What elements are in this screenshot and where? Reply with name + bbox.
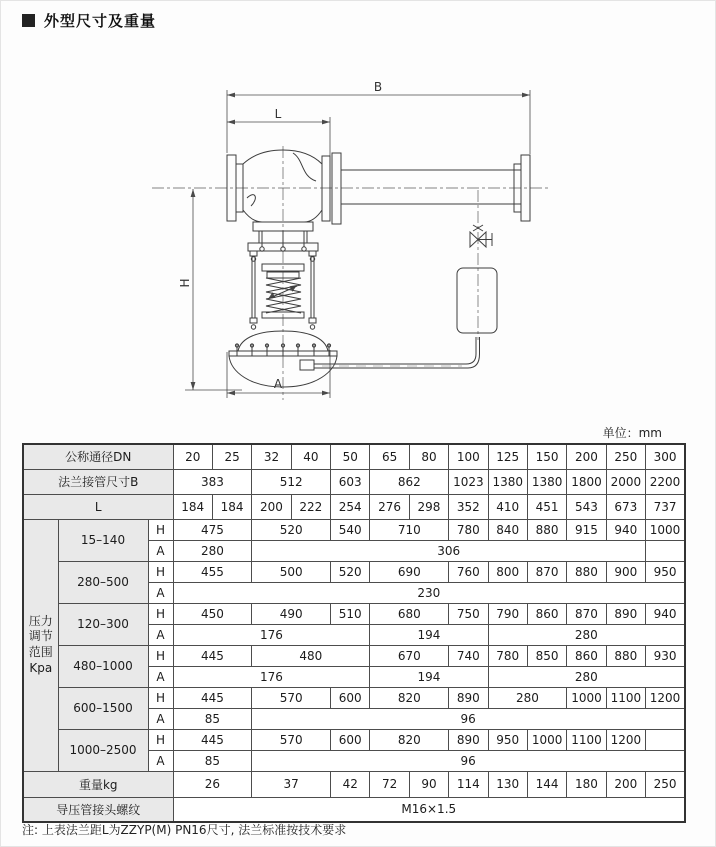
value-cell: 520 <box>331 561 370 582</box>
value-cell: 880 <box>567 561 606 582</box>
value-cell: 42 <box>331 771 370 797</box>
value-cell: 930 <box>646 645 685 666</box>
value-cell: 180 <box>567 771 606 797</box>
value-cell: 760 <box>449 561 488 582</box>
table-row <box>23 797 685 822</box>
value-cell: 455 <box>173 561 252 582</box>
value-cell: 230 <box>173 582 685 603</box>
value-cell: 200 <box>252 494 291 519</box>
value-cell: 2200 <box>646 469 685 494</box>
condensation-pot-icon <box>457 268 497 333</box>
value-cell: 1200 <box>646 687 685 708</box>
value-cell: 1000 <box>527 729 566 750</box>
subrow-label-a: A <box>148 750 173 771</box>
dim-l-label: L <box>274 107 282 121</box>
value-cell: 570 <box>252 687 331 708</box>
value-cell: 475 <box>173 519 252 540</box>
value-cell: 451 <box>527 494 566 519</box>
pressure-range-label: 600–1500 <box>58 687 148 729</box>
value-cell: 800 <box>488 561 527 582</box>
value-cell: 890 <box>449 729 488 750</box>
value-cell: 862 <box>370 469 449 494</box>
dimensions-table <box>22 443 686 823</box>
value-cell: 780 <box>449 519 488 540</box>
table-row <box>23 561 685 582</box>
value-cell: 200 <box>606 771 645 797</box>
table-row <box>23 645 685 666</box>
row-label: 重量kg <box>23 771 173 797</box>
value-cell: 80 <box>409 444 448 469</box>
value-cell: 50 <box>331 444 370 469</box>
value-cell <box>646 540 685 561</box>
value-cell: 600 <box>331 687 370 708</box>
value-cell: 870 <box>567 603 606 624</box>
value-cell: 900 <box>606 561 645 582</box>
value-cell: 603 <box>331 469 370 494</box>
subrow-label-a: A <box>148 708 173 729</box>
row-label: 公称通径DN <box>23 444 173 469</box>
value-cell: 37 <box>252 771 331 797</box>
unit-note: 单位：mm <box>602 426 662 440</box>
value-cell: 184 <box>212 494 251 519</box>
value-cell: 540 <box>331 519 370 540</box>
value-cell: 254 <box>331 494 370 519</box>
value-cell: 780 <box>488 645 527 666</box>
subrow-label-a: A <box>148 540 173 561</box>
value-cell: 600 <box>331 729 370 750</box>
value-cell: 383 <box>173 469 252 494</box>
footnote: 注: 上表法兰距L为ZZYP(M) PN16尺寸, 法兰标准按技术要求 <box>22 823 347 837</box>
value-cell: 520 <box>252 519 331 540</box>
value-cell: 194 <box>370 624 488 645</box>
value-cell: 490 <box>252 603 331 624</box>
value-cell: 276 <box>370 494 409 519</box>
subrow-label-h: H <box>148 561 173 582</box>
value-cell: 915 <box>567 519 606 540</box>
value-cell: 410 <box>488 494 527 519</box>
dimensions-table-body <box>23 444 685 822</box>
value-cell: 890 <box>606 603 645 624</box>
value-cell: 222 <box>291 494 330 519</box>
value-cell: 114 <box>449 771 488 797</box>
value-cell: 32 <box>252 444 291 469</box>
value-cell: 860 <box>527 603 566 624</box>
value-cell: 450 <box>173 603 252 624</box>
value-cell: 690 <box>370 561 449 582</box>
value-cell: 445 <box>173 729 252 750</box>
value-cell: 1380 <box>527 469 566 494</box>
value-cell: 737 <box>646 494 685 519</box>
value-cell: 570 <box>252 729 331 750</box>
value-cell: 85 <box>173 750 252 771</box>
value-cell: 65 <box>370 444 409 469</box>
pressure-range-label: 1000–2500 <box>58 729 148 771</box>
dim-b-label: B <box>373 80 383 94</box>
needle-valve-icon <box>470 225 492 247</box>
pressure-range-axis-label <box>23 519 58 771</box>
row-label: L <box>23 494 173 519</box>
value-cell: 306 <box>252 540 646 561</box>
pressure-range-label: 15–140 <box>58 519 148 561</box>
value-cell: 445 <box>173 645 252 666</box>
value-cell: 1023 <box>449 469 488 494</box>
value-cell: 510 <box>331 603 370 624</box>
table-row <box>23 469 685 494</box>
value-cell: 870 <box>527 561 566 582</box>
value-cell: 750 <box>449 603 488 624</box>
value-cell: 72 <box>370 771 409 797</box>
table-row <box>23 687 685 708</box>
diaphragm-bolts <box>235 344 330 356</box>
value-cell: 940 <box>646 603 685 624</box>
value-cell: 1200 <box>606 729 645 750</box>
value-cell: 880 <box>527 519 566 540</box>
dim-h-label: H <box>178 278 192 288</box>
table-row <box>23 519 685 540</box>
value-cell: 950 <box>646 561 685 582</box>
subrow-label-a: A <box>148 582 173 603</box>
pressure-label-line: Kpa <box>29 660 53 675</box>
subrow-label-a: A <box>148 666 173 687</box>
value-cell: 130 <box>488 771 527 797</box>
value-cell: 890 <box>449 687 488 708</box>
value-cell: 1000 <box>646 519 685 540</box>
pressure-range-label: 120–300 <box>58 603 148 645</box>
subrow-label-h: H <box>148 687 173 708</box>
pressure-label-line: 范围 <box>28 645 53 659</box>
value-cell: 1100 <box>606 687 645 708</box>
value-cell: 512 <box>252 469 331 494</box>
value-cell: 480 <box>252 645 370 666</box>
table-row <box>23 729 685 750</box>
outlet-pipe <box>341 170 521 204</box>
value-cell: 352 <box>449 494 488 519</box>
value-cell: 1380 <box>488 469 527 494</box>
value-cell: 280 <box>488 687 567 708</box>
value-cell: 125 <box>488 444 527 469</box>
value-cell: 280 <box>488 624 685 645</box>
valve-body-group <box>227 150 530 224</box>
value-cell: 670 <box>370 645 449 666</box>
value-cell: 100 <box>449 444 488 469</box>
subrow-label-h: H <box>148 603 173 624</box>
value-cell: 280 <box>488 666 685 687</box>
centerlines <box>152 146 548 400</box>
table-row <box>23 444 685 469</box>
valve-body <box>243 150 322 222</box>
table-row <box>23 603 685 624</box>
value-cell: 25 <box>212 444 251 469</box>
value-cell: 40 <box>291 444 330 469</box>
value-cell: 250 <box>606 444 645 469</box>
sensing-line-group <box>314 225 497 368</box>
value-cell: 26 <box>173 771 252 797</box>
value-cell: 790 <box>488 603 527 624</box>
value-cell: 144 <box>527 771 566 797</box>
subrow-label-h: H <box>148 645 173 666</box>
pressure-label-line: 压力 <box>28 613 53 628</box>
value-cell: 820 <box>370 729 449 750</box>
value-cell: 176 <box>173 666 370 687</box>
value-cell: 1000 <box>567 687 606 708</box>
value-cell: 820 <box>370 687 449 708</box>
value-cell: 500 <box>252 561 331 582</box>
value-cell: 184 <box>173 494 212 519</box>
value-cell: 85 <box>173 708 252 729</box>
row-label: 法兰接管尺寸B <box>23 469 173 494</box>
section-title-label: 外型尺寸及重量 <box>44 12 157 30</box>
pressure-label-line: 调节 <box>28 629 53 644</box>
value-cell: 543 <box>567 494 606 519</box>
value-cell: 940 <box>606 519 645 540</box>
value-cell: 250 <box>646 771 685 797</box>
value-cell: 710 <box>370 519 449 540</box>
value-cell: 150 <box>527 444 566 469</box>
table-row <box>23 494 685 519</box>
subrow-label-h: H <box>148 519 173 540</box>
value-cell: 1800 <box>567 469 606 494</box>
value-cell: M16×1.5 <box>173 797 685 822</box>
dim-a-label: A <box>273 377 283 391</box>
value-cell: 194 <box>370 666 488 687</box>
pressure-range-label: 280–500 <box>58 561 148 603</box>
pressure-range-label: 480–1000 <box>58 645 148 687</box>
value-cell: 950 <box>488 729 527 750</box>
table-row <box>23 771 685 797</box>
value-cell: 90 <box>409 771 448 797</box>
value-cell: 740 <box>449 645 488 666</box>
value-cell: 860 <box>567 645 606 666</box>
value-cell: 880 <box>606 645 645 666</box>
subrow-label-h: H <box>148 729 173 750</box>
value-cell: 96 <box>252 750 685 771</box>
value-cell: 673 <box>606 494 645 519</box>
value-cell: 280 <box>173 540 252 561</box>
value-cell: 300 <box>646 444 685 469</box>
value-cell <box>646 729 685 750</box>
value-cell: 1100 <box>567 729 606 750</box>
value-cell: 850 <box>527 645 566 666</box>
value-cell: 20 <box>173 444 212 469</box>
value-cell: 445 <box>173 687 252 708</box>
value-cell: 176 <box>173 624 370 645</box>
value-cell: 298 <box>409 494 448 519</box>
value-cell: 840 <box>488 519 527 540</box>
row-label: 导压管接头螺纹 <box>23 797 173 822</box>
subrow-label-a: A <box>148 624 173 645</box>
value-cell: 96 <box>252 708 685 729</box>
value-cell: 200 <box>567 444 606 469</box>
value-cell: 2000 <box>606 469 645 494</box>
value-cell: 680 <box>370 603 449 624</box>
